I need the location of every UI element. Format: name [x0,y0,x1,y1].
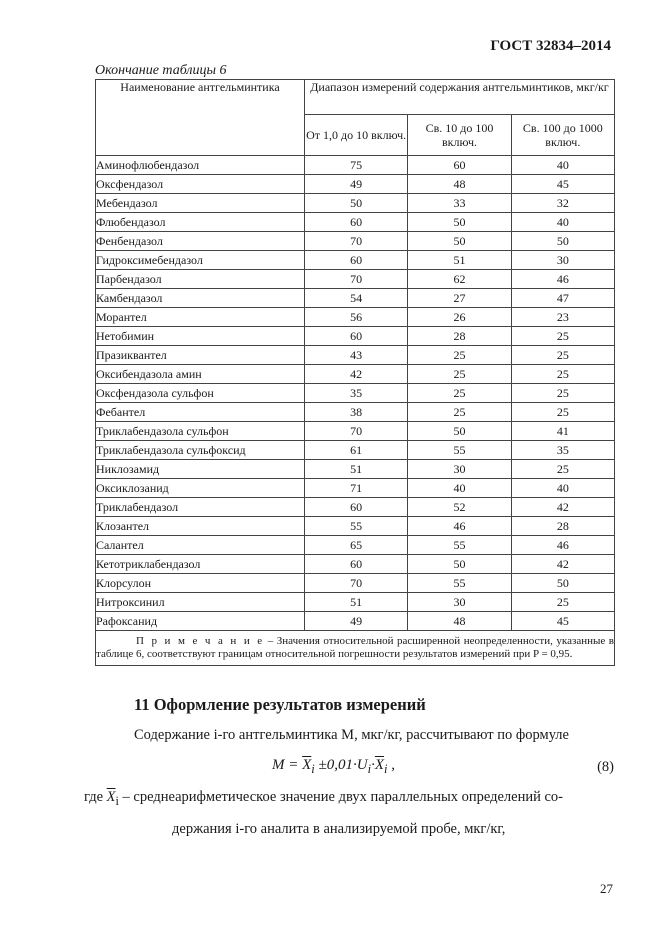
formula-xbar: $\overline{X}$ [302,757,312,773]
table-row [96,327,615,346]
paragraph-formula-intro: Содержание i-го антгельминтика M, мкг/кг, рассчитывают по формуле [134,727,569,743]
cell-range-2: 50 [408,555,511,574]
cell-name: Гидроксимебендазол [96,251,305,270]
cell-range-3: 40 [511,479,614,498]
table-row [96,156,615,175]
table-caption: Окончание таблицы 6 [95,63,227,78]
cell-range-2: 33 [408,194,511,213]
equation-number: (8) [597,759,614,775]
cell-range-1: 70 [304,270,407,289]
table-row [96,460,615,479]
cell-range-3: 46 [511,536,614,555]
table-row [96,441,615,460]
cell-range-1: 49 [304,175,407,194]
cell-name: Празиквантел [96,346,305,365]
cell-name: Фенбендазол [96,232,305,251]
standard-header: ГОСТ 32834–2014 [490,38,611,54]
cell-range-2: 48 [408,612,511,631]
cell-range-3: 25 [511,384,614,403]
subheader-range-3: Св. 100 до 1000 включ. [511,115,614,156]
cell-range-2: 50 [408,213,511,232]
cell-range-2: 28 [408,327,511,346]
cell-name: Нитроксинил [96,593,305,612]
cell-range-3: 45 [511,175,614,194]
cell-range-3: 50 [511,232,614,251]
cell-name: Мебендазол [96,194,305,213]
cell-range-1: 43 [304,346,407,365]
table-row [96,213,615,232]
cell-range-3: 42 [511,555,614,574]
cell-range-1: 71 [304,479,407,498]
table-row [96,251,615,270]
cell-range-3: 23 [511,308,614,327]
cell-range-1: 60 [304,251,407,270]
cell-name: Оксфендазол [96,175,305,194]
cell-range-3: 30 [511,251,614,270]
section-title: 11 Оформление результатов измерений [134,695,426,714]
cell-name: Триклабендазола сульфон [96,422,305,441]
table-row [96,384,615,403]
cell-name: Оксибендазола амин [96,365,305,384]
cell-range-2: 55 [408,441,511,460]
cell-range-2: 48 [408,175,511,194]
table-row [96,479,615,498]
formula-8 [272,757,395,777]
table-row [96,555,615,574]
cell-range-2: 55 [408,536,511,555]
cell-range-2: 40 [408,479,511,498]
where-xbar: $\overline{X}$ [106,789,116,805]
column-header-range: Диапазон измерений содержания антгельминтиков, мкг/кг [304,80,614,115]
table-row [96,574,615,593]
formula-dot: · [371,757,375,773]
cell-range-3: 35 [511,441,614,460]
cell-range-1: 60 [304,327,407,346]
table-row [96,612,615,631]
cell-range-2: 25 [408,365,511,384]
cell-range-2: 55 [408,574,511,593]
cell-range-3: 40 [511,213,614,232]
table-row [96,346,615,365]
cell-name: Оксиклозанид [96,479,305,498]
cell-range-3: 25 [511,327,614,346]
cell-name: Клорсулон [96,574,305,593]
cell-name: Рафоксанид [96,612,305,631]
cell-range-1: 70 [304,422,407,441]
cell-range-1: 50 [304,194,407,213]
paragraph-where-continued: держания i-го аналита в анализируемой пробе, мкг/кг, [172,821,506,837]
cell-range-2: 26 [408,308,511,327]
cell-range-3: 25 [511,593,614,612]
paragraph-where [84,789,563,809]
cell-range-3: 41 [511,422,614,441]
cell-name: Триклабендазола сульфоксид [96,441,305,460]
table-row [96,232,615,251]
where-rest: – среднеарифметическое значение двух параллельных определений со- [118,789,563,805]
cell-range-3: 25 [511,460,614,479]
table-row [96,422,615,441]
cell-range-1: 54 [304,289,407,308]
cell-range-3: 50 [511,574,614,593]
cell-range-2: 25 [408,346,511,365]
cell-range-3: 32 [511,194,614,213]
subheader-range-2: Св. 10 до 100 включ. [408,115,511,156]
cell-range-2: 50 [408,232,511,251]
cell-range-2: 51 [408,251,511,270]
cell-range-1: 60 [304,498,407,517]
subheader-range-1: От 1,0 до 10 включ. [304,115,407,156]
cell-range-3: 45 [511,612,614,631]
cell-range-1: 60 [304,555,407,574]
table-row [96,308,615,327]
cell-range-1: 55 [304,517,407,536]
note-text: – Значения относительной расширенной неопределенности, указанные в таблице 6, соответствуют границам относительной погрешности результатов измерений при P = 0,95. [96,634,614,660]
formula-sub: i [311,762,315,776]
cell-name: Оксфендазола сульфон [96,384,305,403]
cell-name: Кетотриклабендазол [96,555,305,574]
cell-range-2: 46 [408,517,511,536]
column-header-name: Наименование антгельминтика [96,80,305,156]
cell-name: Салантел [96,536,305,555]
cell-range-1: 70 [304,232,407,251]
cell-range-3: 25 [511,403,614,422]
table-row [96,517,615,536]
cell-name: Парбендазол [96,270,305,289]
cell-range-2: 62 [408,270,511,289]
table-row [96,498,615,517]
cell-name: Никлозамид [96,460,305,479]
cell-range-3: 25 [511,365,614,384]
cell-name: Клозантел [96,517,305,536]
table-row [96,289,615,308]
formula-xbar2: $\overline{X}$ [374,757,385,773]
formula-mid: ±0,01·U [314,757,368,773]
cell-range-3: 47 [511,289,614,308]
cell-range-2: 30 [408,460,511,479]
cell-name: Флюбендазол [96,213,305,232]
cell-range-1: 49 [304,612,407,631]
cell-range-1: 51 [304,593,407,612]
cell-range-1: 75 [304,156,407,175]
cell-range-3: 42 [511,498,614,517]
cell-range-2: 30 [408,593,511,612]
cell-range-1: 70 [304,574,407,593]
cell-range-1: 56 [304,308,407,327]
formula-sub3: i [384,762,388,776]
formula-sub2: i [367,762,372,776]
cell-range-3: 40 [511,156,614,175]
cell-name: Аминофлюбендазол [96,156,305,175]
where-start: где [84,789,107,805]
cell-range-1: 42 [304,365,407,384]
page-number: 27 [600,881,613,896]
table-row [96,194,615,213]
measurement-range-table [95,79,615,666]
table-row [96,365,615,384]
cell-name: Нетобимин [96,327,305,346]
cell-range-3: 46 [511,270,614,289]
cell-range-3: 28 [511,517,614,536]
cell-range-2: 25 [408,403,511,422]
note-label: П р и м е ч а н и е [136,634,265,647]
table-row [96,270,615,289]
cell-range-1: 60 [304,213,407,232]
cell-name: Камбендазол [96,289,305,308]
cell-range-1: 61 [304,441,407,460]
table-row [96,403,615,422]
cell-name: Морантел [96,308,305,327]
cell-range-1: 35 [304,384,407,403]
table-note [96,631,615,666]
cell-range-2: 50 [408,422,511,441]
cell-range-2: 25 [408,384,511,403]
table-body [96,156,615,631]
cell-name: Фебантел [96,403,305,422]
cell-range-2: 52 [408,498,511,517]
cell-name: Триклабендазол [96,498,305,517]
cell-range-1: 51 [304,460,407,479]
formula-lhs: M = [272,757,303,773]
where-sub: i [115,793,119,808]
table-row [96,175,615,194]
cell-range-1: 38 [304,403,407,422]
cell-range-2: 60 [408,156,511,175]
cell-range-2: 27 [408,289,511,308]
formula-end: , [387,757,395,773]
table-row [96,536,615,555]
cell-range-1: 65 [304,536,407,555]
table-row [96,593,615,612]
cell-range-3: 25 [511,346,614,365]
